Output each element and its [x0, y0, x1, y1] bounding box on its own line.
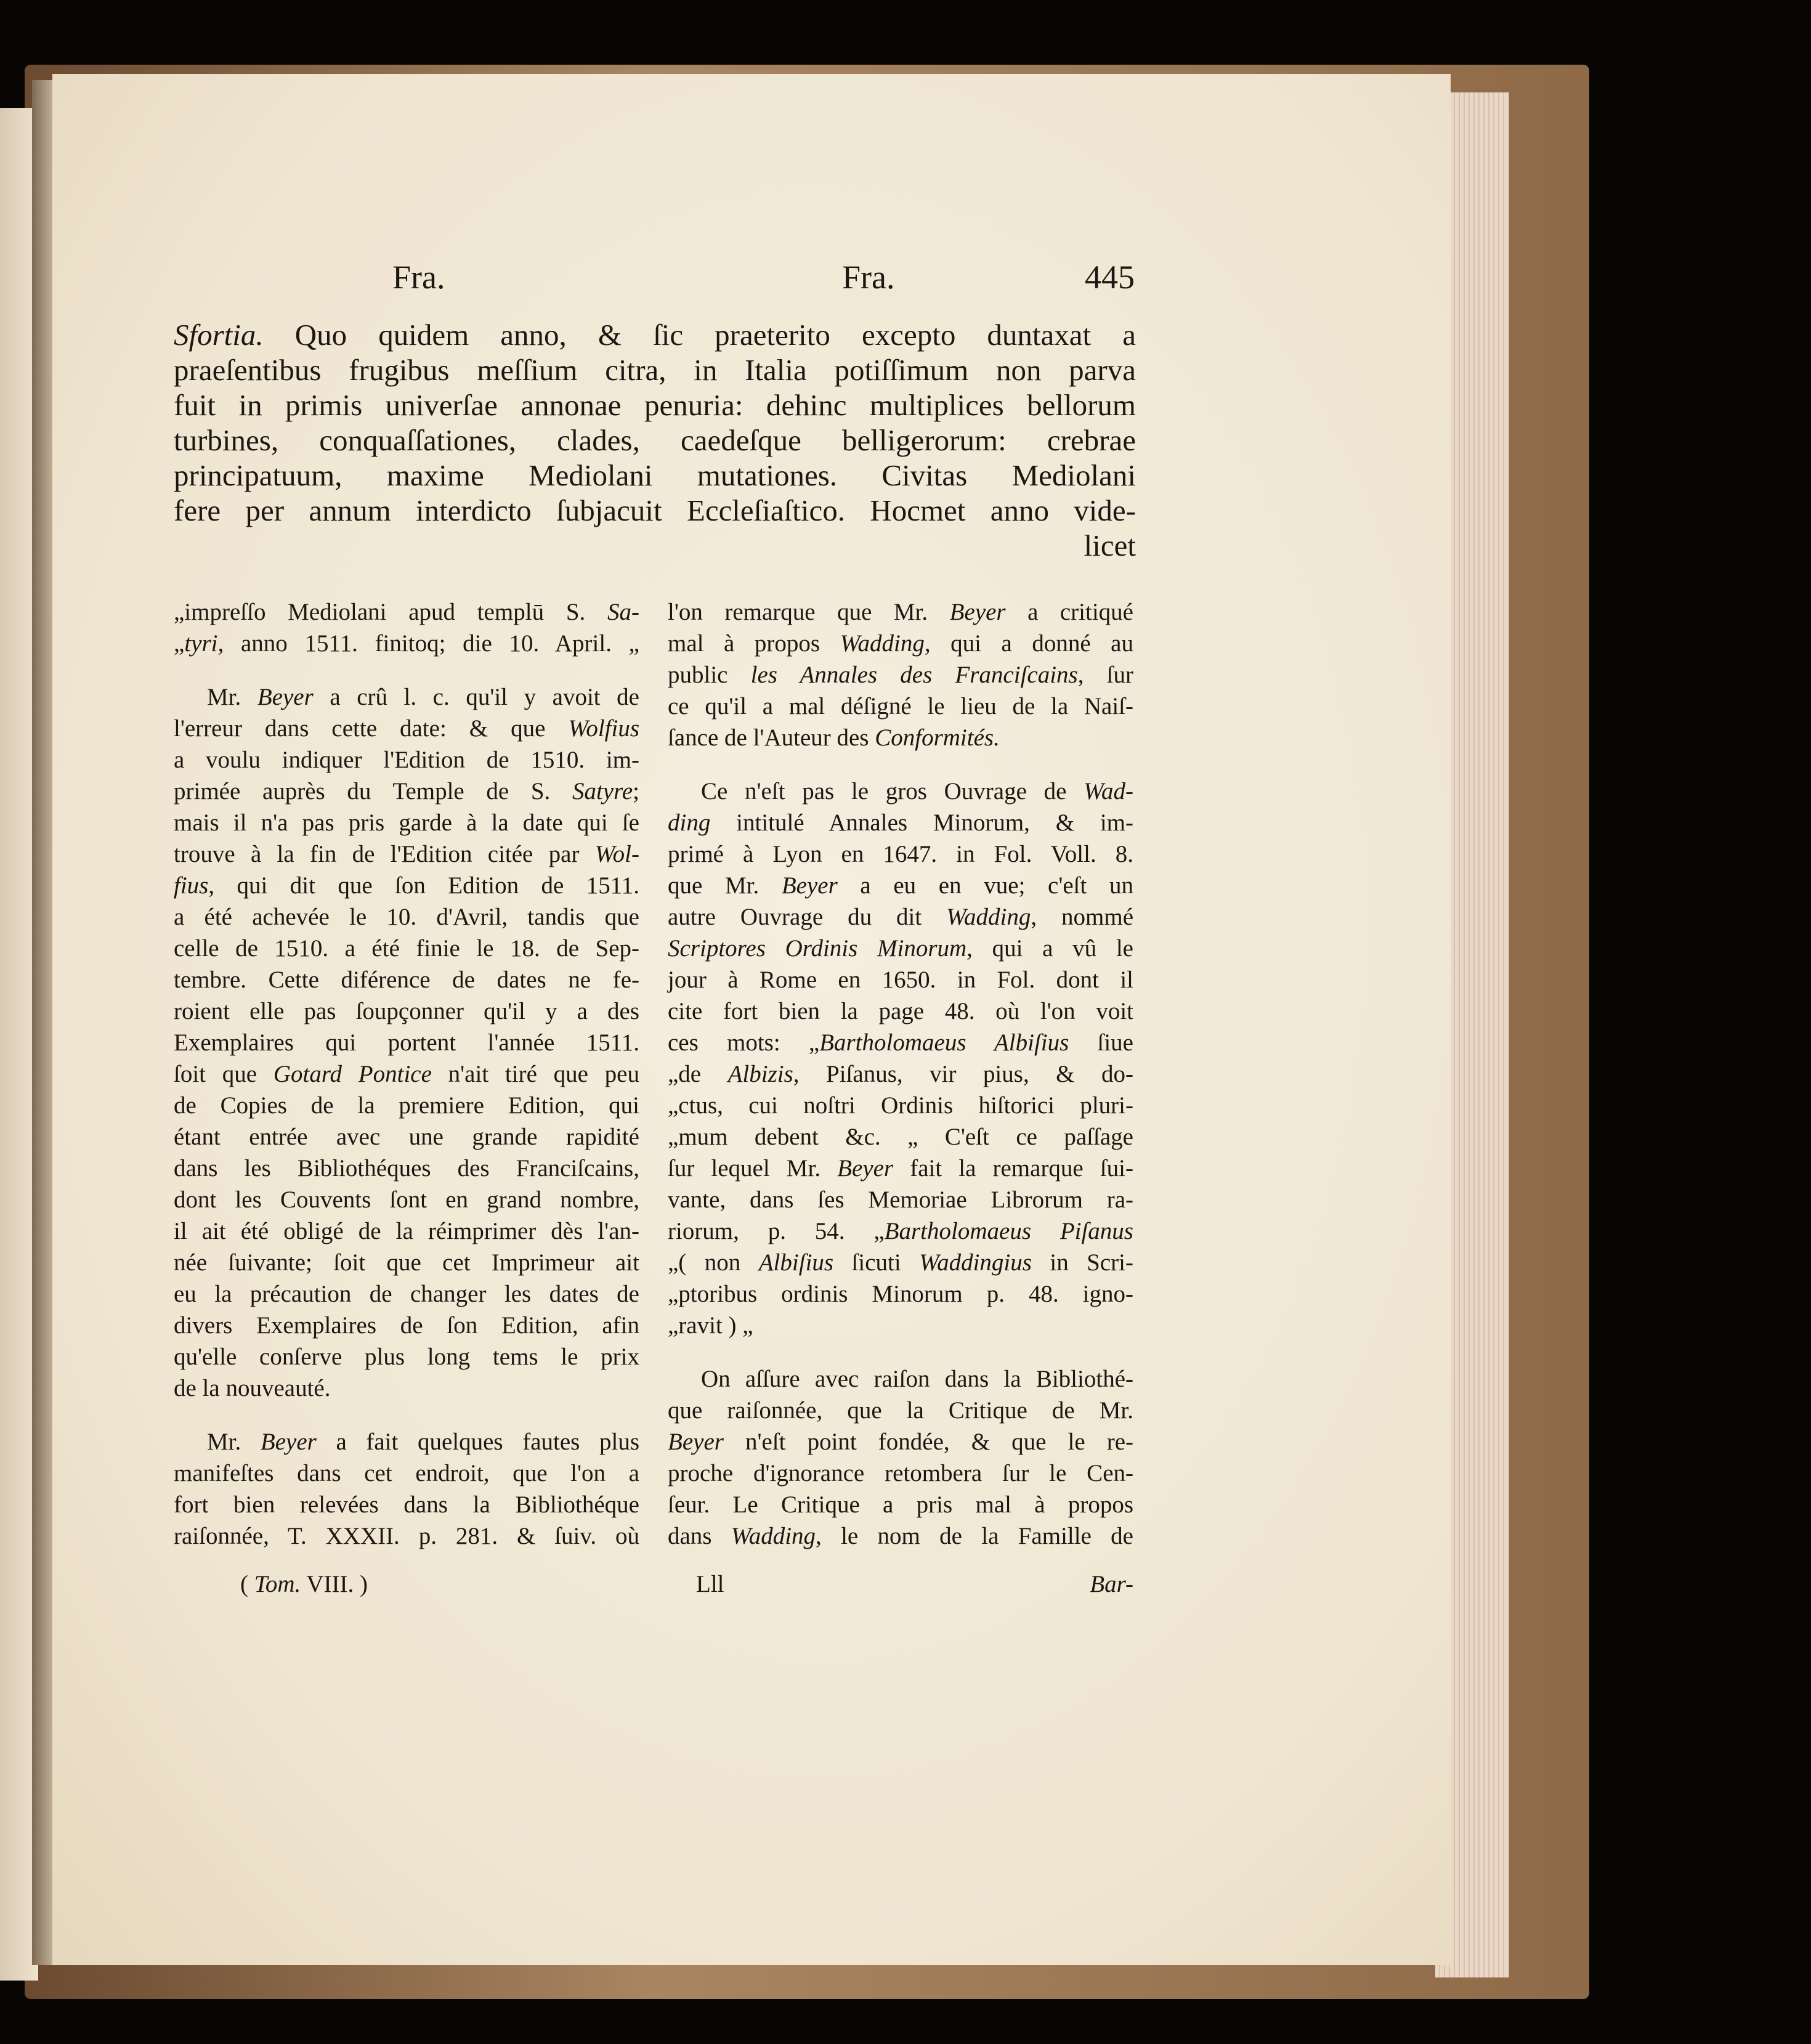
text-segment: ſiue — [1069, 1029, 1133, 1056]
italic-text: Beyer — [257, 684, 314, 710]
text-segment: eu la précaution de changer les dates de — [174, 1281, 639, 1307]
text-line — [668, 1489, 1133, 1520]
text-segment: „ctus, cui noſtri Ordinis hiſtorici pluri- — [668, 1092, 1133, 1119]
text-line — [174, 493, 1136, 528]
text-line — [668, 996, 1133, 1027]
text-line — [668, 1310, 1133, 1341]
text-line — [668, 691, 1133, 722]
text-segment: fere per annum interdicto ſubjacuit Eccleſiaſtico. Hocmet anno vide- — [174, 493, 1136, 527]
text-segment: mal à propos — [668, 630, 840, 657]
text-line — [174, 933, 639, 964]
italic-text: fius — [174, 872, 209, 899]
text-line — [174, 1341, 639, 1373]
text-segment: roient elle pas ſoupçonner qu'il y a des — [174, 998, 639, 1024]
italic-text: Wadding — [946, 904, 1031, 930]
text-line — [668, 722, 1133, 753]
italic-text: Beyer — [668, 1429, 724, 1455]
italic-text: Wadding — [840, 630, 925, 657]
text-line — [668, 776, 1133, 807]
italic-text: Beyer — [837, 1155, 894, 1182]
text-line — [174, 1153, 639, 1184]
text-segment: ſur lequel Mr. — [668, 1155, 838, 1182]
text-line — [668, 1395, 1133, 1426]
text-segment: „ptoribus ordinis Minorum p. 48. igno- — [668, 1281, 1133, 1307]
text-segment: a crû l. c. qu'il y avoit de — [313, 684, 639, 710]
text-line — [668, 901, 1133, 933]
paragraph — [174, 1426, 639, 1552]
text-segment: „ — [174, 630, 185, 657]
text-segment: jour à Rome en 1650. in Fol. dont il — [668, 967, 1133, 993]
text-line — [174, 1247, 639, 1278]
text-line — [174, 1058, 639, 1090]
text-segment: autre Ouvrage du dit — [668, 904, 947, 930]
signature-mark: Lll — [696, 1571, 724, 1597]
text-segment: ces mots: „ — [668, 1029, 820, 1056]
text-line — [174, 838, 639, 870]
text-segment: ce qu'il a mal déſigné le lieu de la Naiſ- — [668, 693, 1133, 720]
text-segment: „impreſſo Mediolani apud templū S. — [174, 599, 607, 625]
text-segment: l'on remarque que Mr. — [668, 599, 950, 625]
italic-text: Waddingius — [919, 1249, 1032, 1276]
italic-text: Bartholomaeus Albiſius — [819, 1029, 1069, 1056]
italic-text: Wadding — [731, 1523, 816, 1549]
text-segment: fait la remarque ſui- — [893, 1155, 1133, 1182]
text-line — [174, 744, 639, 776]
text-line — [174, 870, 639, 901]
text-segment: principatuum, maxime Mediolani mutationes. Civitas Mediolani — [174, 458, 1136, 492]
right-column — [668, 596, 1133, 1552]
italic-text: Sfortia. — [174, 318, 264, 352]
text-segment: que Mr. — [668, 872, 782, 899]
italic-text: Scriptores Ordinis Minorum — [668, 935, 967, 962]
text-segment: a fait quelques fautes plus — [316, 1429, 639, 1455]
text-segment: ſoit que — [174, 1061, 273, 1087]
text-segment: , qui dit que ſon Edition de 1511. — [208, 872, 639, 899]
text-line — [668, 1247, 1133, 1278]
text-segment: primée auprès du Temple de S. — [174, 778, 572, 805]
text-line — [174, 423, 1136, 458]
running-head-center: Fra. — [842, 259, 895, 296]
text-segment: ſeur. Le Critique a pris mal à propos — [668, 1491, 1133, 1518]
text-segment: n'eſt point fondée, & que le re- — [723, 1429, 1133, 1455]
italic-text: Beyer — [260, 1429, 317, 1455]
text-line — [174, 1426, 639, 1458]
text-line — [174, 1458, 639, 1489]
text-line — [668, 1278, 1133, 1310]
running-header — [174, 259, 1135, 302]
italic-text: Wol- — [594, 841, 639, 867]
text-line — [668, 1520, 1133, 1552]
text-line — [668, 1215, 1133, 1247]
text-line — [174, 964, 639, 996]
text-line — [668, 964, 1133, 996]
text-segment: a voulu indiquer l'Edition de 1510. im- — [174, 747, 639, 773]
text-segment: praeſentibus frugibus meſſium citra, in Italia potiſſimum non parva — [174, 353, 1136, 387]
text-line — [668, 1121, 1133, 1153]
text-segment: de la nouveauté. — [174, 1375, 331, 1401]
text-line — [174, 1121, 639, 1153]
italic-text: Satyre — [572, 778, 633, 805]
italic-text: Albiſius — [758, 1249, 834, 1276]
text-line — [174, 528, 1136, 563]
text-segment: cite fort bien la page 48. où l'on voit — [668, 998, 1133, 1024]
paragraph — [668, 1363, 1133, 1552]
paragraph — [174, 681, 639, 1404]
text-segment: Exemplaires qui portent l'année 1511. — [174, 1029, 639, 1056]
text-segment: née ſuivante; ſoit que cet Imprimeur ait — [174, 1249, 639, 1276]
text-line — [174, 1520, 639, 1552]
text-segment: qu'elle conſerve plus long tems le prix — [174, 1344, 639, 1370]
text-line — [174, 1184, 639, 1215]
volume-open: ( — [240, 1571, 254, 1597]
text-segment: fuit in primis univerſae annonae penuria: dehinc multiplices bellorum — [174, 388, 1136, 422]
text-segment: „( non — [668, 1249, 759, 1276]
text-line — [174, 1310, 639, 1341]
page-number: 445 — [1085, 259, 1135, 296]
text-segment: proche d'ignorance retombera ſur le Cen- — [668, 1460, 1133, 1486]
text-segment: „de — [668, 1061, 728, 1087]
italic-text: Bartholomaeus Piſanus — [884, 1218, 1133, 1244]
text-line — [174, 352, 1136, 387]
text-segment: Quo quidem anno, & ſic praeterito excepto duntaxat a — [263, 318, 1136, 352]
text-line — [668, 1027, 1133, 1058]
text-segment: a eu en vue; c'eſt un — [837, 872, 1133, 899]
text-segment: ſicuti — [833, 1249, 920, 1276]
text-segment: de Copies de la premiere Edition, qui — [174, 1092, 639, 1119]
text-segment: divers Exemplaires de ſon Edition, afin — [174, 1312, 639, 1339]
running-head-left: Fra. — [392, 259, 445, 296]
text-line — [174, 1090, 639, 1121]
text-line — [174, 1489, 639, 1520]
text-line — [668, 1090, 1133, 1121]
text-line — [174, 387, 1136, 423]
volume-number: VIII. ) — [301, 1571, 368, 1597]
text-segment: dont les Couvents ſont en grand nombre, — [174, 1186, 639, 1213]
text-line — [174, 776, 639, 807]
text-segment: vante, dans ſes Memoriae Librorum ra- — [668, 1186, 1133, 1213]
volume-label: Tom. — [254, 1571, 301, 1597]
text-line — [174, 596, 639, 628]
text-segment: in Scri- — [1031, 1249, 1133, 1276]
text-segment: celle de 1510. a été finie le 18. de Sep- — [174, 935, 639, 962]
text-segment: „mum debent &c. „ C'eſt ce paſſage — [668, 1124, 1133, 1150]
text-segment: , ſur — [1077, 662, 1133, 688]
text-segment: ; — [633, 778, 639, 805]
text-segment: Mr. — [207, 1429, 261, 1455]
text-segment: mais il n'a pas pris garde à la date qui ſe — [174, 809, 639, 836]
catchword: Bar- — [1090, 1571, 1133, 1597]
text-line — [668, 807, 1133, 838]
text-segment: anno 1511. finitoq; die 10. April. „ — [224, 630, 639, 657]
text-segment: fort bien relevées dans la Bibliothéque — [174, 1491, 639, 1518]
italic-text: Wad- — [1084, 778, 1133, 805]
text-segment: riorum, p. 54. „ — [668, 1218, 885, 1244]
volume-note — [240, 1570, 368, 1599]
text-line — [668, 596, 1133, 628]
text-line — [174, 317, 1136, 352]
italic-text: Gotard Pontice — [273, 1061, 432, 1087]
text-line — [174, 681, 639, 713]
text-line — [174, 713, 639, 744]
italic-text: tyri, — [184, 630, 224, 657]
text-line — [668, 628, 1133, 659]
text-segment: n'ait tiré que peu — [431, 1061, 639, 1087]
italic-text: ding — [668, 809, 711, 836]
italic-text: Beyer — [781, 872, 838, 899]
text-segment: „ravit ) „ — [668, 1312, 753, 1339]
text-segment: public — [668, 662, 751, 688]
text-segment: tembre. Cette diférence de dates ne fe- — [174, 967, 639, 993]
text-segment: que raiſonnée, que la Critique de Mr. — [668, 1397, 1133, 1424]
text-line — [668, 933, 1133, 964]
paragraph — [668, 596, 1133, 753]
italic-text: les Annales des Franciſcains — [750, 662, 1078, 688]
text-line — [174, 1278, 639, 1310]
text-line — [174, 807, 639, 838]
text-line — [174, 628, 639, 659]
text-line — [174, 458, 1136, 493]
text-segment: ſance de l'Auteur des — [668, 724, 875, 751]
text-segment: a été achevée le 10. d'Avril, tandis que — [174, 904, 639, 930]
text-line — [668, 1458, 1133, 1489]
left-column — [174, 596, 639, 1552]
text-line — [668, 1426, 1133, 1458]
italic-text: Wolfius — [568, 715, 639, 742]
text-segment: dans — [668, 1523, 731, 1549]
text-segment: licet — [1084, 529, 1136, 562]
text-segment: raiſonnée, T. XXXII. p. 281. & ſuiv. où — [174, 1523, 639, 1549]
italic-text: Albizis — [727, 1061, 793, 1087]
text-line — [174, 996, 639, 1027]
text-segment: a critiqué — [1005, 599, 1133, 625]
text-line — [668, 1184, 1133, 1215]
text-segment: dans les Bibliothéques des Franciſcains, — [174, 1155, 639, 1182]
text-segment: , Piſanus, vir pius, & do- — [793, 1061, 1133, 1087]
latin-quotation — [174, 317, 1136, 563]
text-line — [668, 659, 1133, 691]
text-segment: il ait été obligé de la réimprimer dès l'an- — [174, 1218, 639, 1244]
text-line — [668, 1363, 1133, 1395]
italic-text: Sa- — [607, 599, 639, 625]
text-line — [668, 1153, 1133, 1184]
text-segment: On aſſure avec raiſon dans la Bibliothé- — [701, 1366, 1133, 1392]
text-segment: turbines, conquaſſationes, clades, caedeſque belligerorum: crebrae — [174, 423, 1136, 457]
text-segment: Ce n'eſt pas le gros Ouvrage de — [701, 778, 1084, 805]
text-segment: trouve à la fin de l'Edition citée par — [174, 841, 595, 867]
text-line — [174, 1027, 639, 1058]
italic-text: Beyer — [949, 599, 1006, 625]
text-line — [174, 1373, 639, 1404]
text-segment: manifeſtes dans cet endroit, que l'on a — [174, 1460, 639, 1486]
text-line — [668, 870, 1133, 901]
text-line — [668, 1058, 1133, 1090]
italic-text: Conformités. — [875, 724, 1000, 751]
text-segment: l'erreur dans cette date: & que — [174, 715, 569, 742]
text-line — [174, 901, 639, 933]
text-line — [174, 1215, 639, 1247]
text-segment: Mr. — [207, 684, 257, 710]
text-segment: étant entrée avec une grande rapidité — [174, 1124, 639, 1150]
paragraph — [174, 596, 639, 659]
text-segment: , qui a vû le — [966, 935, 1133, 962]
text-segment: primé à Lyon en 1647. in Fol. Voll. 8. — [668, 841, 1133, 867]
text-segment: , le nom de la Famille de — [816, 1523, 1133, 1549]
paragraph — [668, 776, 1133, 1341]
text-segment: , nommé — [1031, 904, 1133, 930]
text-segment: , qui a donné au — [924, 630, 1133, 657]
text-segment: intitulé Annales Minorum, & im- — [710, 809, 1133, 836]
text-line — [668, 838, 1133, 870]
